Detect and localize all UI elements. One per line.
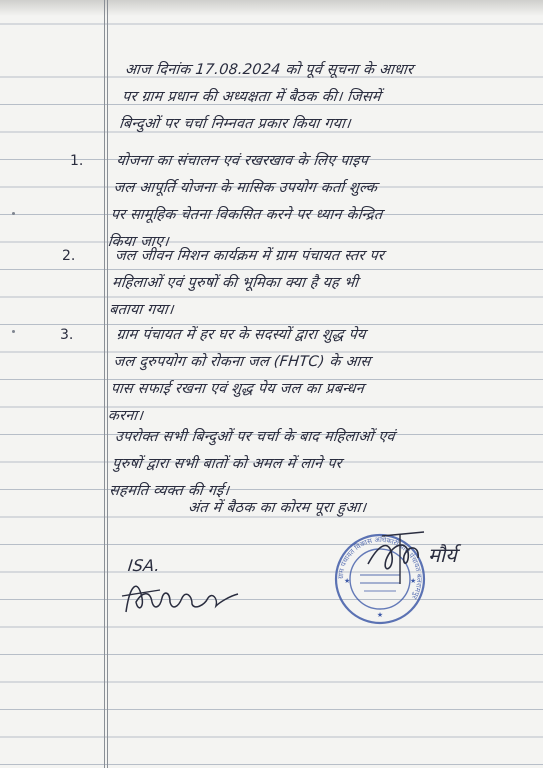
item-line: ग्राम पंचायत में हर घर के सदस्यों द्वारा शुद्ध पेय [115,327,367,343]
intro-paragraph [118,57,415,138]
conclusion-line: पुरुषों द्वारा सभी बातों को अमल में लाने पर [111,456,343,472]
closing-line: अंत में बैठक का कोरम पूरा हुआ। [187,500,367,516]
item-number: 1. [70,153,84,169]
svg-text:★: ★ [410,577,417,585]
margin-line-left-double [107,0,108,768]
item-line: जल दुरुपयोग को रोकना जल (FHTC) के आस [112,354,372,370]
binding-hole [12,330,15,333]
item-line: करना। [106,408,144,424]
intro-line: पर ग्राम प्रधान की अध्यक्षता में बैठक की। जिसमें [121,89,382,105]
item-paragraph-2 [108,243,386,324]
item-line: पास सफाई रखना एवं शुद्ध पेय जल का प्रबन्धन [109,381,365,397]
item-line: बताया गया। [108,302,175,318]
stamp-ring-text: ग्राम पंचायत विकास अधिकारी ग्राम पंचायत बलरामपुर [336,535,424,601]
intro-line: आज दिनांक 17.08.2024 को पूर्व सूचना के आधार [124,62,414,78]
binding-hole [12,212,15,215]
conclusion-line: उपरोक्त सभी बिन्दुओं पर चर्चा के बाद महिलाओं एवं [114,429,396,445]
svg-text:★: ★ [344,577,351,585]
conclusion-paragraph [108,424,396,505]
intro-line: बिन्दुओं पर चर्चा निम्नवत प्रकार किया गया। [118,116,352,132]
item-line: जल जीवन मिशन कार्यक्रम में ग्राम पंचायत स्तर पर [114,248,385,264]
signature-right [360,522,510,602]
signature-left-label: ISA. [127,556,162,575]
item-line: पर सामूहिक चेतना विकसित करने पर ध्यान केन्द्रित [109,207,384,223]
signature-name: मौर्य [428,543,457,567]
page-top-shadow [0,0,543,16]
item-number: 2. [62,248,76,264]
conclusion-line: सहमति व्यक्त की गई। [108,483,230,499]
item-number: 3. [60,327,74,343]
margin-line-left [104,0,105,768]
item-line: योजना का संचालन एवं रखरखाव के लिए पाइप [115,153,369,169]
item-paragraph-1 [106,148,389,256]
item-paragraph-3 [106,322,374,430]
svg-text:★: ★ [376,611,384,619]
item-line: जल आपूर्ति योजना के मासिक उपयोग कर्ता शुल्क [112,180,379,196]
item-line: किया जाए। [106,234,170,250]
signature-left [120,572,250,622]
item-line: महिलाओं एवं पुरुषों की भूमिका क्या है यह भी [111,275,359,291]
